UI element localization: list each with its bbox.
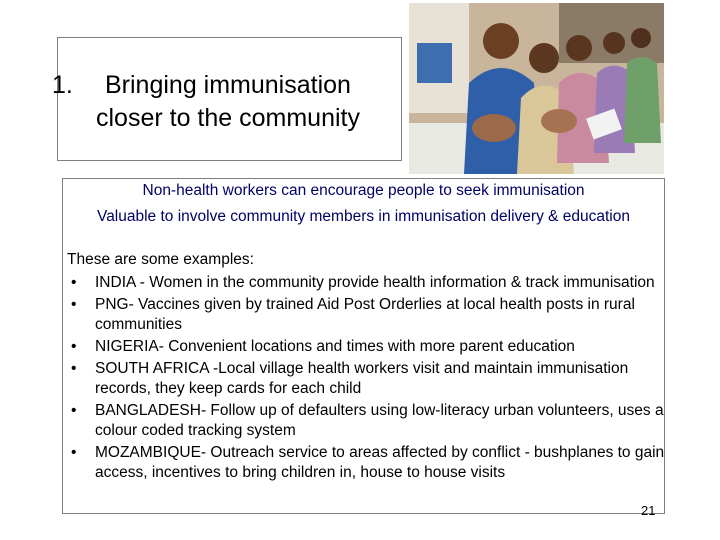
bullet-icon: • bbox=[71, 360, 77, 377]
lead-statement-2: Valuable to involve community members in immunisation delivery & education bbox=[97, 208, 630, 225]
list-item-text: SOUTH AFRICA -Local village health workers visit and maintain immunisation records, they keep cards for each child bbox=[95, 360, 629, 397]
list-item-text: NIGERIA- Convenient locations and times with more parent education bbox=[95, 338, 575, 355]
bullet-icon: • bbox=[71, 296, 77, 313]
examples-intro: These are some examples: bbox=[67, 251, 254, 268]
list-item-text: PNG- Vaccines given by trained Aid Post Orderlies at local health posts in rural communities bbox=[95, 296, 635, 333]
bullet-icon: • bbox=[71, 402, 77, 419]
examples-list bbox=[67, 273, 667, 485]
women-with-babies-image bbox=[409, 3, 664, 174]
list-item-text: MOZAMBIQUE- Outreach service to areas affected by conflict - bushplanes to gain access, incentives to bring children in, house to house visits bbox=[95, 444, 665, 481]
community-photo bbox=[409, 3, 664, 174]
list-item-text: INDIA - Women in the community provide health information & track immunisation bbox=[95, 274, 655, 291]
title-line-1: Bringing immunisation bbox=[105, 71, 351, 99]
list-item bbox=[67, 359, 667, 399]
bullet-icon: • bbox=[71, 338, 77, 355]
page-number: 21 bbox=[641, 503, 656, 518]
bullet-icon: • bbox=[71, 444, 77, 461]
bullet-icon: • bbox=[71, 274, 77, 291]
list-item bbox=[67, 295, 667, 335]
title-line-2: closer to the community bbox=[96, 104, 360, 132]
list-item bbox=[67, 273, 667, 293]
list-item bbox=[67, 443, 667, 483]
list-item bbox=[67, 337, 667, 357]
title-number: 1. bbox=[52, 71, 73, 99]
lead-statement-1: Non-health workers can encourage people to seek immunisation bbox=[142, 182, 585, 199]
list-item bbox=[67, 401, 667, 441]
list-item-text: BANGLADESH- Follow up of defaulters using low-literacy urban volunteers, uses a colour coded tracking system bbox=[95, 402, 664, 439]
